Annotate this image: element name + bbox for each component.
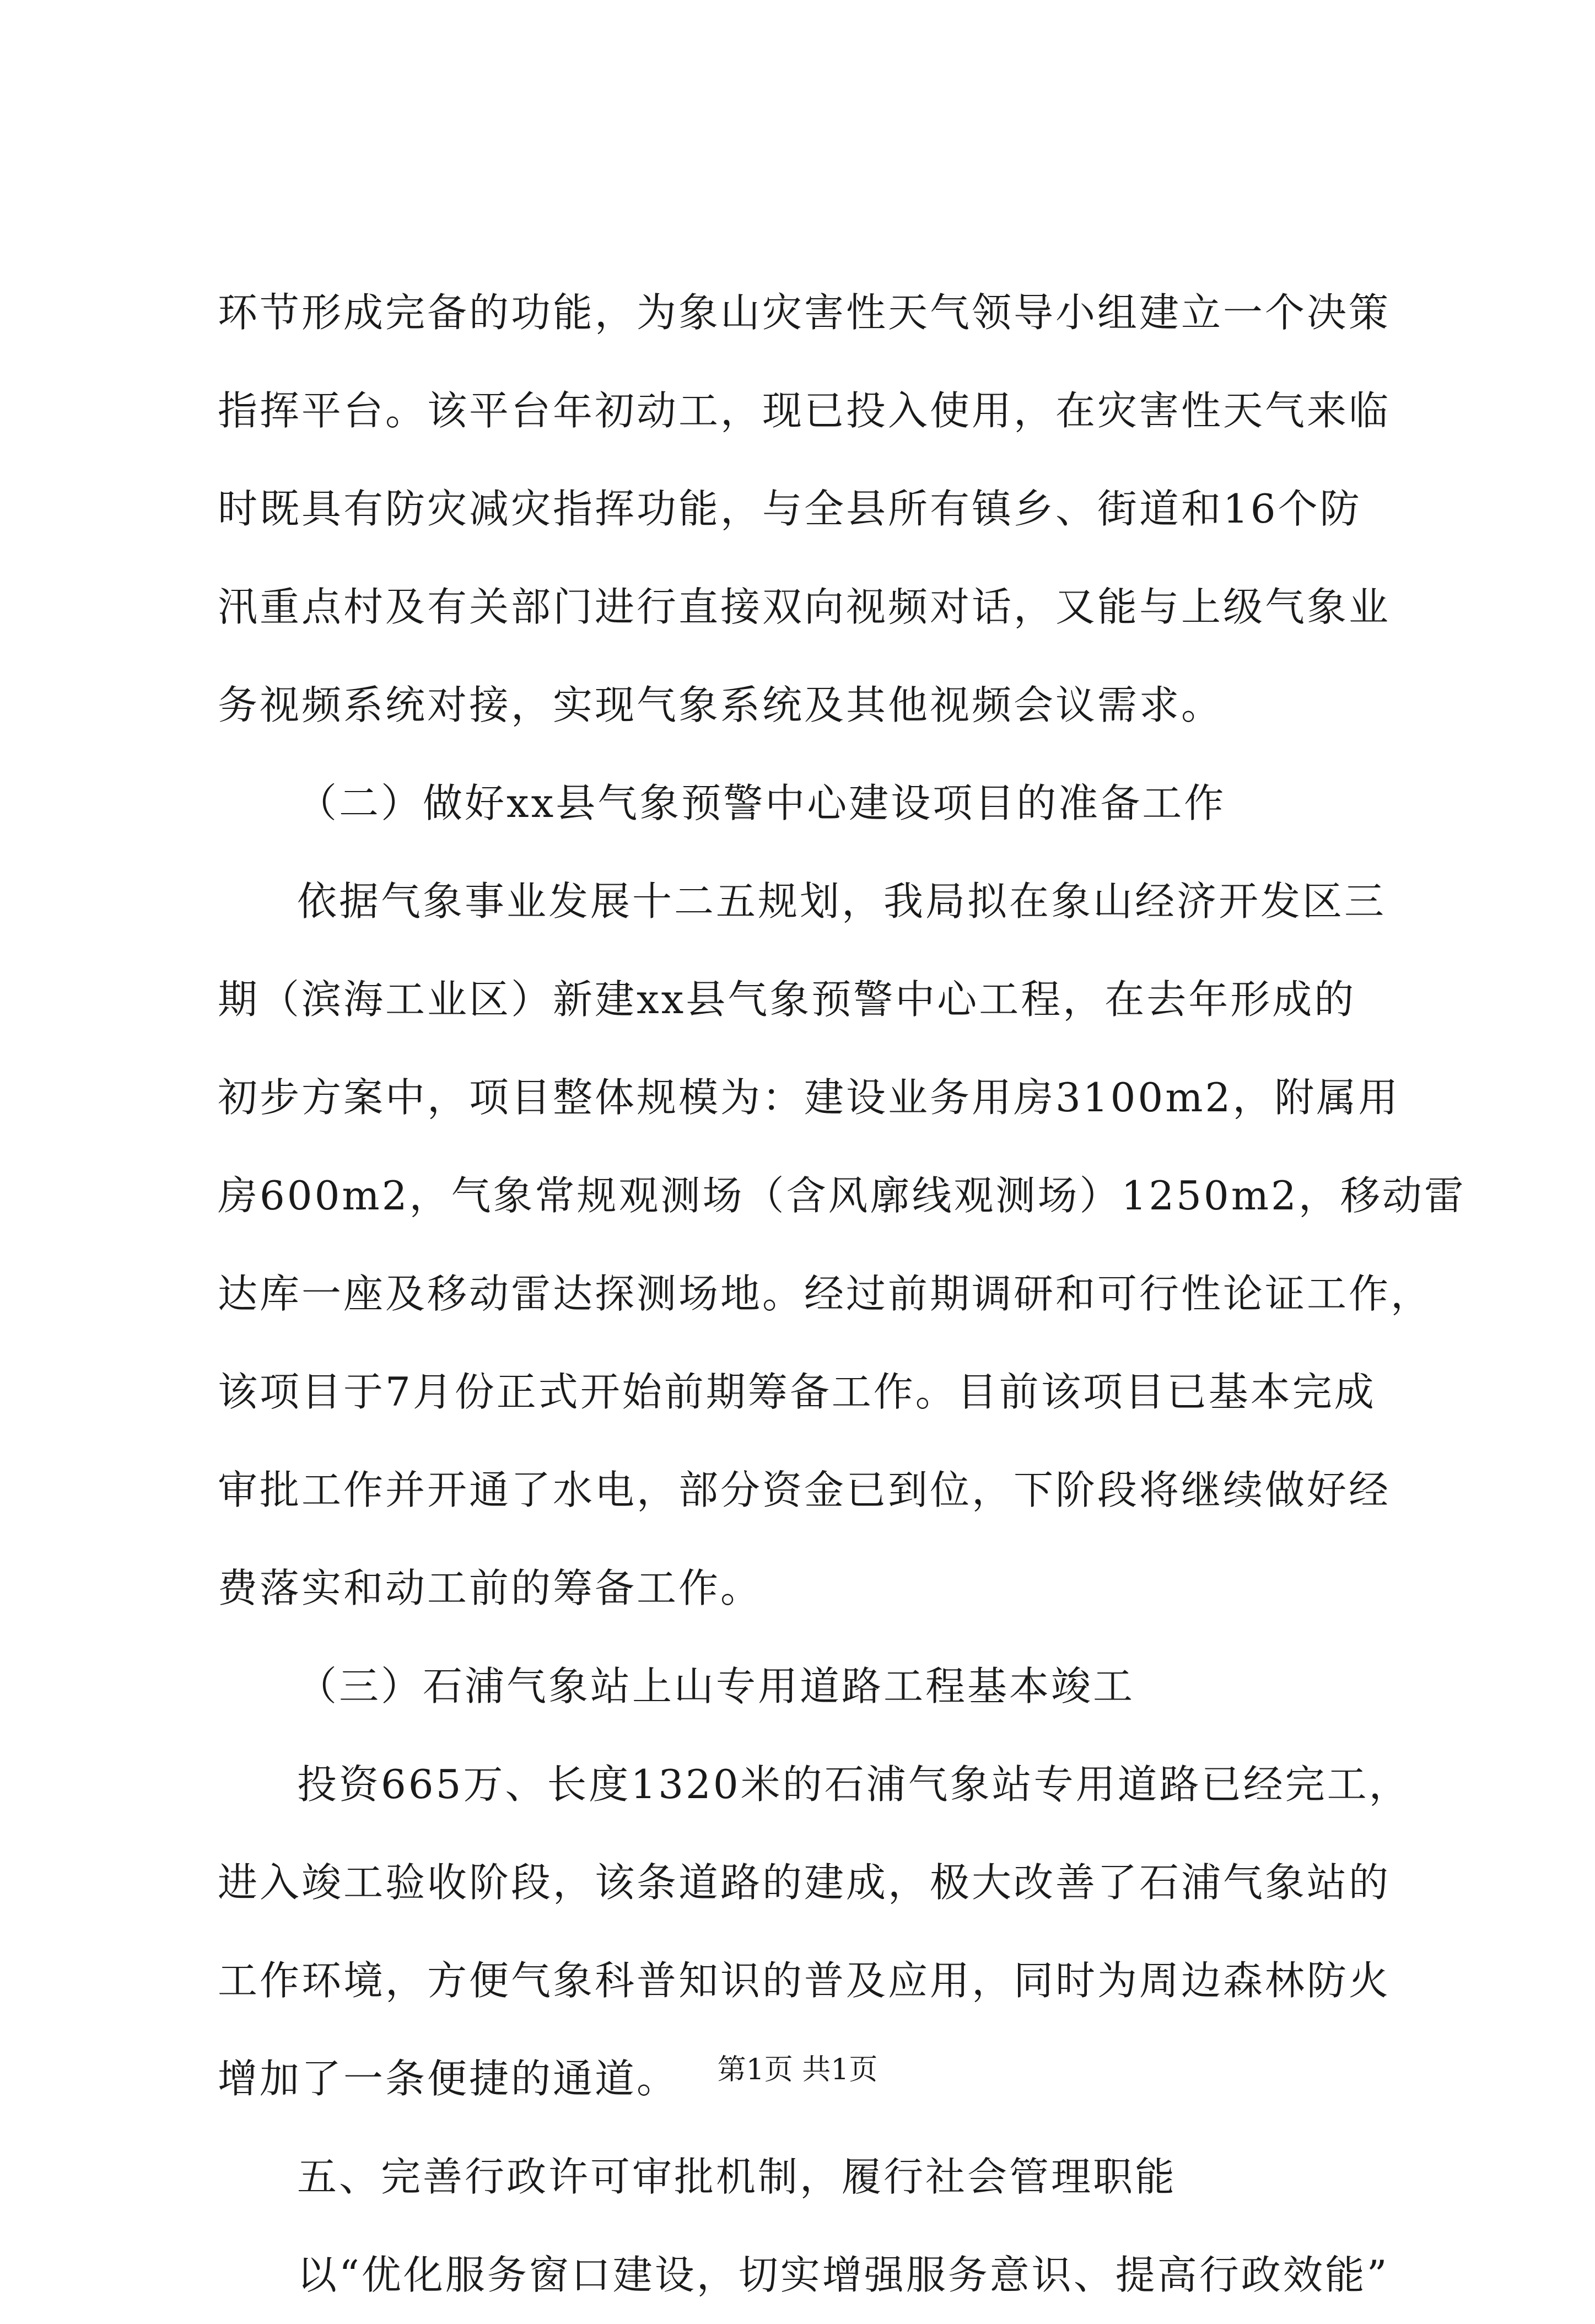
document-body: [218, 263, 1466, 2324]
paragraph-line: 汛重点村及有关部门进行直接双向视频对话，又能与上级气象业: [218, 584, 1391, 630]
paragraph-line: 环节形成完备的功能，为象山灾害性天气领导小组建立一个决策: [218, 289, 1391, 336]
paragraph-line: 依据气象事业发展十二五规划，我局拟在象山经济开发区三: [297, 878, 1387, 924]
paragraph-line: 期（滨海工业区）新建xx县气象预警中心工程，在去年形成的: [218, 976, 1356, 1023]
paragraph-line: 工作环境，方便气象科普知识的普及应用，同时为周边森林防火: [218, 1957, 1391, 2004]
paragraph-line: 房600m2，气象常规观测场（含风廓线观测场）1250m2，移动雷: [218, 1172, 1466, 1219]
paragraph-line: 增加了一条便捷的通道。: [218, 2056, 679, 2102]
section-heading: （二）做好xx县气象预警中心建设项目的准备工作: [297, 780, 1226, 826]
paragraph-line: 时既具有防灾减灾指挥功能，与全县所有镇乡、街道和16个防: [218, 486, 1362, 532]
paragraph-line: 审批工作并开通了水电，部分资金已到位，下阶段将继续做好经: [218, 1467, 1391, 1513]
section-heading: （三）石浦气象站上山专用道路工程基本竣工: [297, 1663, 1135, 1709]
page-footer: [0, 2048, 1595, 2092]
paragraph-line: 初步方案中，项目整体规模为：建设业务用房3100m2，附属用: [218, 1074, 1400, 1121]
page-number: 第1页 共1页: [717, 2053, 878, 2086]
paragraph-line: 指挥平台。该平台年初动工，现已投入使用，在灾害性天气来临: [218, 388, 1391, 434]
paragraph-line: 该项目于7月份正式开始前期筹备工作。目前该项目已基本完成: [218, 1369, 1376, 1415]
paragraph-line: 达库一座及移动雷达探测场地。经过前期调研和可行性论证工作，: [218, 1271, 1433, 1317]
paragraph-line: 以“优化服务窗口建设，切实增强服务意识、提高行政效能”: [297, 2252, 1389, 2298]
section-heading: 五、完善行政许可审批机制，履行社会管理职能: [297, 2154, 1177, 2200]
paragraph-line: 投资665万、长度1320米的石浦气象站专用道路已经完工，: [297, 1761, 1411, 1807]
paragraph-line: 务视频系统对接，实现气象系统及其他视频会议需求。: [218, 682, 1224, 728]
paragraph-line: 费落实和动工前的筹备工作。: [218, 1565, 763, 1611]
paragraph-line: 进入竣工验收阶段，该条道路的建成，极大改善了石浦气象站的: [218, 1859, 1391, 1906]
